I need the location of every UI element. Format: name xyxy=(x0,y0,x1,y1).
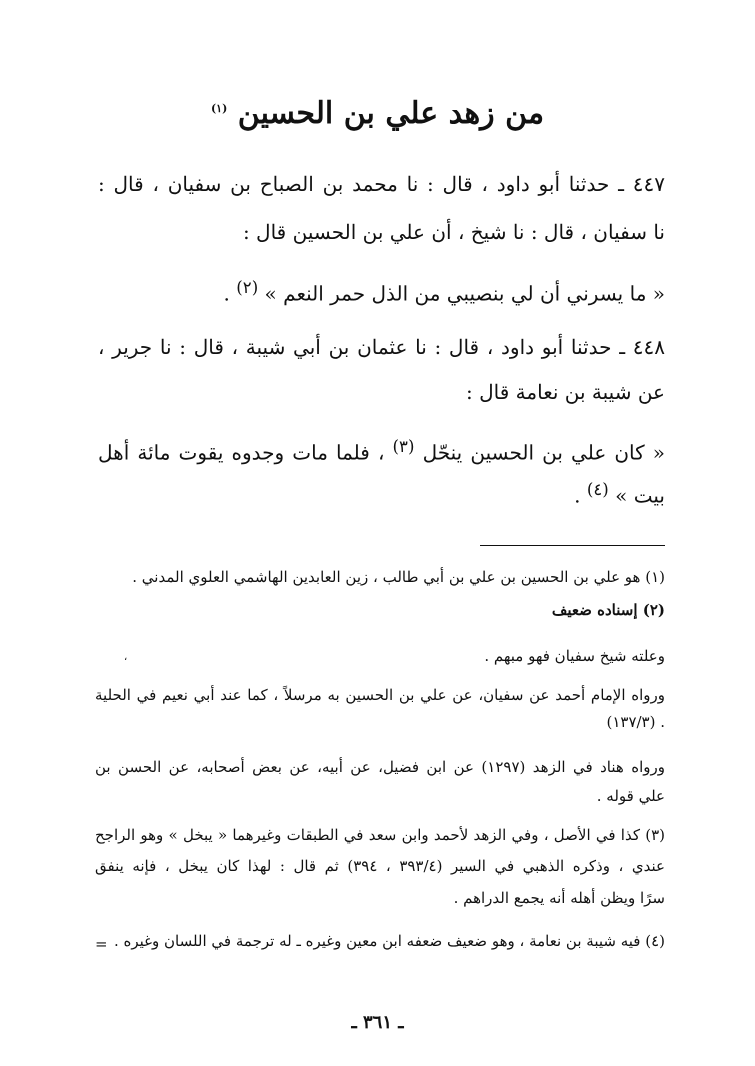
footnote-ref-2: (٢) xyxy=(236,278,259,297)
footnote-1: (١) هو علي بن الحسين بن علي بن أبي طالب ، زين العابدين الهاشمي العلوي المدني . xyxy=(132,568,665,586)
hadith-448-quote-line-1 xyxy=(98,437,665,465)
continuation-mark: = xyxy=(95,935,108,953)
hadith-448-line-2: عن شيبة بن نعامة قال : xyxy=(466,380,665,404)
footnote-ref-1: (١) xyxy=(210,102,228,115)
hadith-448-quote-tail: بيت » xyxy=(615,483,665,508)
footnote-2-line-5: علي قوله . xyxy=(596,787,665,805)
chapter-title xyxy=(0,96,755,131)
footnote-ref-4: (٤) xyxy=(586,480,609,499)
hadith-447-quote-end: . xyxy=(223,281,230,306)
chapter-title-text: من زهد علي بن الحسين xyxy=(237,96,545,131)
hadith-448-quote-line-2 xyxy=(98,480,665,508)
hadith-447-quote-text: « ما يسرني أن لي بنصيبي من الذل حمر النعم » xyxy=(264,281,665,306)
hadith-447-line-2: نا سفيان ، قال : نا شيخ ، أن علي بن الحسين قال : xyxy=(242,220,665,244)
footnote-separator xyxy=(480,545,665,546)
footnote-3-line-1: (٣) كذا في الأصل ، وفي الزهد لأحمد وابن سعد في الطبقات وغيرهما « يبخل » وهو الراجح xyxy=(95,826,665,844)
footnote-2-line-1: وعلته شيخ سفيان فهو مبهم . xyxy=(484,647,665,665)
footnote-ref-3: (٣) xyxy=(392,437,415,456)
hadith-448-line-1: ٤٤٨ ـ حدثنا أبو داود ، قال : نا عثمان بن أبي شيبة ، قال : نا جرير ، xyxy=(98,335,666,359)
page-number: ـ ٣٦١ ـ xyxy=(351,1012,404,1033)
footnote-2-line-3: (١٣٧/٣) . xyxy=(606,713,665,731)
hadith-448-quote-end: . xyxy=(574,483,581,508)
footnote-2-line-2: ورواه الإمام أحمد عن سفيان، عن علي بن الحسين به مرسلاً ، كما عند أبي نعيم في الحلية xyxy=(95,686,665,704)
footnote-3-line-3: سرًا ويظن أهله أنه يجمع الدراهم . xyxy=(453,889,665,907)
hadith-448-quote-part-1: « كان علي بن الحسين ينحّل xyxy=(422,440,665,465)
footnote-2-line-4: ورواه هناد في الزهد (١٢٩٧) عن ابن فضيل، عن أبيه، عن بعض أصحابه، عن الحسن بن xyxy=(95,758,665,776)
footnote-3-line-2: عندي ، وذكره الذهبي في السير (٣٩٣/٤ ، ٣٩٤) ثم قال : لهذا كان يبخل ، فإنه ينفق xyxy=(95,857,665,875)
hadith-447-quote xyxy=(98,278,665,306)
stray-mark: ، xyxy=(124,652,128,663)
footnote-2-heading: (٢) إسناده ضعيف xyxy=(551,601,665,619)
hadith-447-line-1: ٤٤٧ ـ حدثنا أبو داود ، قال : نا محمد بن الصباح بن سفيان ، قال : xyxy=(98,172,665,196)
footnote-4: (٤) فيه شيبة بن نعامة ، وهو ضعيف ضعفه ابن معين وغيره ـ له ترجمة في اللسان وغيره . xyxy=(113,932,665,950)
hadith-448-quote-part-2: ، فلما مات وجدوه يقوت مائة أهل xyxy=(98,440,385,465)
